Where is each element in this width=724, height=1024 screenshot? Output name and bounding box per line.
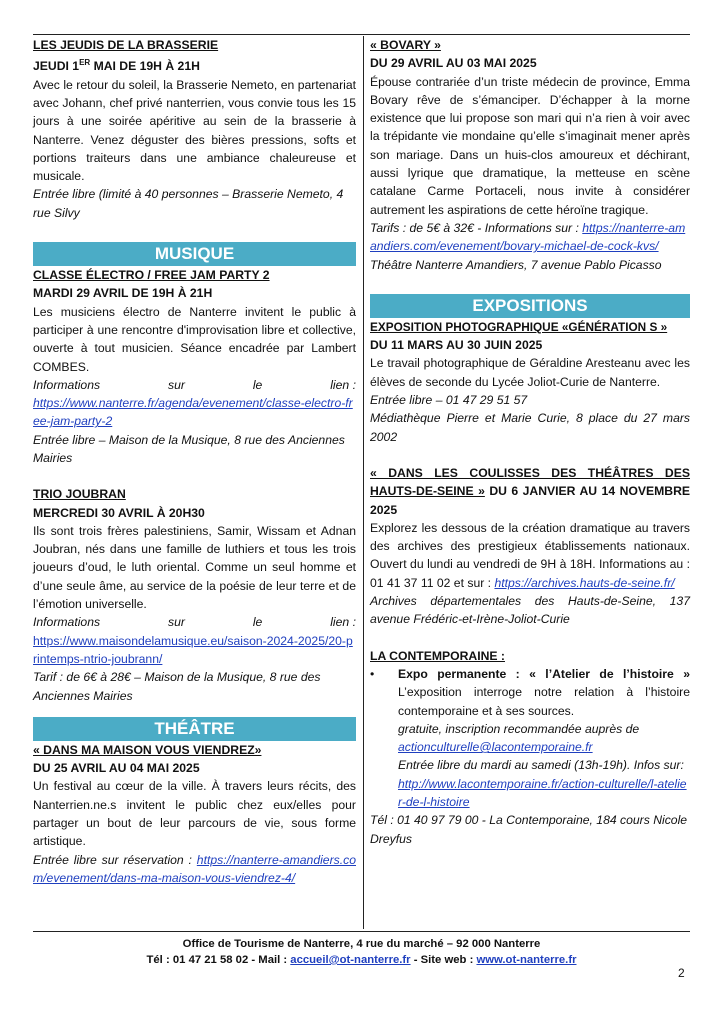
event-title: LES JEUDIS DE LA BRASSERIE: [33, 38, 219, 52]
event-entry: Entrée libre (limité à 40 personnes – Brasserie Nemeto, 4 rue Silvy: [33, 187, 344, 220]
event-link[interactable]: https://nanterre-amandiers.com/evenement/dans-ma-maison-vous-viendrez-4/: [33, 852, 356, 885]
info-word: sur: [167, 615, 185, 630]
event-description: [370, 519, 690, 592]
email-link[interactable]: actionculturelle@lacontemporaine.fr: [398, 740, 593, 755]
event-tarif: Tarif : de 6€ à 28€ – Maison de la Musique, 8 rue des Anciennes Mairies: [33, 670, 321, 703]
column-divider: [363, 36, 364, 929]
event-coulisses: [370, 464, 690, 629]
event-link[interactable]: https://nanterre-amandiers.com/evenement/bovary-michael-de-cock-kvs/: [370, 220, 686, 254]
event-date: MERCREDI 30 AVRIL À 20H30: [33, 505, 205, 520]
event-link[interactable]: http://www.lacontemporaine.fr/action-culturelle/l-atelier-de-l-histoire: [398, 776, 687, 809]
footer-email-link[interactable]: accueil@ot-nanterre.fr: [290, 954, 411, 966]
event-joubran: [33, 485, 356, 705]
expo-label: Expo permanente : « l’Atelier de l’histoire »: [398, 666, 690, 681]
event-description: Avec le retour du soleil, la Brasserie Nemeto, en partenariat avec Johann, chef privé nanterrien, vous convie tous les 15 jours à une soirée apéritive au sein de la brasserie à Nanterre. Venez déguster des bières pressions, softs et portions traiteurs dans une ambiance chaleureuse et musicale.: [33, 77, 356, 184]
event-entry: [33, 851, 356, 888]
section-band-expositions: EXPOSITIONS: [370, 294, 690, 318]
event-description: Ils sont trois frères palestiniens, Samir, Wissam et Adnan Joubran, nés dans une famille de luthiers et tous les trois joueurs d’oud, le luth oriental. Comme un seul homme et d’une seule âme, au service de la poésie de leur terre et de l’émotion universelle.: [33, 523, 356, 612]
event-date: DU 25 AVRIL AU 04 MAI 2025: [33, 761, 200, 776]
event-electro: [33, 266, 356, 467]
expo-description: L’exposition interroge notre relation à l’histoire contemporaine et à ses sources.: [398, 685, 690, 718]
event-date-b: MAI DE 19H À 21H: [90, 59, 200, 74]
left-column: [33, 36, 356, 887]
event-entry: Entrée libre – Maison de la Musique, 8 rue des Anciennes Mairies: [33, 432, 345, 465]
top-rule: [33, 34, 690, 35]
event-link[interactable]: https://www.nanterre.fr/agenda/evenement/classe-electro-free-jam-party-2: [33, 396, 353, 429]
page-number: 2: [678, 966, 685, 980]
event-tarif: [370, 219, 690, 256]
event-info-line: [33, 613, 356, 631]
event-title: TRIO JOUBRAN: [33, 487, 126, 502]
event-place: Médiathèque Pierre et Marie Curie, 8 place du 27 mars 2002: [370, 411, 690, 444]
footer-address: Office de Tourisme de Nanterre, 4 rue du marché – 92 000 Nanterre: [182, 938, 541, 950]
event-info-line: [33, 376, 356, 394]
event-date-sup: ER: [79, 58, 91, 68]
event-title: LA CONTEMPORAINE :: [370, 648, 505, 663]
event-date: MARDI 29 AVRIL DE 19H À 21H: [33, 286, 213, 301]
event-link[interactable]: https://www.maisondelamusique.eu/saison-2024-2025/20-printemps-ntrio-joubrann/: [33, 633, 353, 666]
info-word: le: [252, 615, 263, 630]
bullet-content: [398, 665, 690, 811]
event-date: DU 6 JANVIER AU 14 NOVEMBRE 2025: [370, 484, 691, 517]
event-date-a: JEUDI 1: [33, 59, 80, 74]
footer-web-link[interactable]: www.ot-nanterre.fr: [476, 954, 577, 966]
event-heading: [370, 464, 690, 519]
footer-web-label: - Site web :: [410, 954, 477, 966]
event-maison: [33, 741, 356, 887]
event-tel: Tél : 01 40 97 79 00 - La Contemporaine, 184 cours Nicole Dreyfus: [370, 813, 688, 846]
bullet-icon: •: [370, 666, 375, 681]
event-place: Archives départementales des Hauts-de-Seine, 137 avenue Frédéric-et-Irène-Joliot-Curie: [370, 594, 690, 627]
event-description: Le travail photographique de Géraldine Aresteanu avec les élèves de seconde du Lycée Joliot-Curie de Nanterre.: [370, 356, 690, 389]
event-entry-label: Entrée libre sur réservation :: [33, 852, 197, 867]
footer-tel: Tél : 01 47 21 58 02 - Mail :: [146, 954, 291, 966]
event-description: Les musiciens électro de Nanterre invitent le public à participer à une rencontre d'improvisation libre et collective, ouverte à tout musicien. Séance encadrée par Lambert COMBES.: [33, 304, 356, 374]
event-description: Un festival au cœur de la ville. À travers leurs récits, des Nanterrien.ne.s invitent le public chez eux/elles pour partager un bout de leur parcours de vie, sous forme artistique.: [33, 779, 356, 849]
expo-horaires-text: Entrée libre du mardi au samedi (13h-19h). Infos sur:: [398, 758, 684, 773]
event-place: Théâtre Nanterre Amandiers, 7 avenue Pablo Picasso: [370, 257, 662, 272]
event-title: « DANS LES COULISSES DES THÉÂTRES DES HAUTS-DE-SEINE »: [370, 465, 690, 499]
event-date: DU 11 MARS AU 30 JUIN 2025: [370, 338, 543, 353]
section-band-musique: MUSIQUE: [33, 242, 356, 266]
section-band-theatre: THÉÂTRE: [33, 717, 356, 741]
info-word: Informations: [33, 615, 101, 630]
event-tarif-label: Tarifs : de 5€ à 32€ - Informations sur :: [370, 220, 583, 235]
info-word: le: [252, 377, 263, 392]
info-word: Informations: [33, 377, 101, 392]
event-title: « DANS MA MAISON VOUS VIENDREZ»: [33, 742, 262, 757]
event-brasserie: [33, 36, 356, 222]
event-contemporaine: [370, 647, 690, 848]
footer: [33, 936, 690, 968]
event-entry: Entrée libre – 01 47 29 51 57: [370, 393, 528, 408]
event-description-text: Explorez les dessous de la création dramatique au travers des archives des prestigieux établissements nationaux. Ouvert du lundi au vendredi de 9H à 18H. Informations au : 01 41 37 11 02 et sur :: [370, 520, 690, 590]
info-word: lien :: [330, 377, 356, 392]
event-generation-s: [370, 318, 690, 446]
info-word: lien :: [330, 615, 356, 630]
event-date: DU 29 AVRIL AU 03 MAI 2025: [370, 56, 537, 71]
event-title: CLASSE ÉLECTRO / FREE JAM PARTY 2: [33, 268, 270, 283]
right-column: [370, 36, 690, 848]
event-description: Épouse contrariée d’un triste médecin de province, Emma Bovary rêve de s’émanciper. D’échapper à la morne existence que lui propose son mari qui n’a rien à voir avec la trépidante vie mondaine qu’elle s’imaginait mener après son mariage. Dans un huis-clos amoureux et déchirant, aussi lyrique que dramatique, la metteuse en scène catalane Carme Portaceli, nous invite à considérer autrement les aspirations de cette héroïne tragique.: [370, 74, 690, 217]
footer-rule: [33, 931, 690, 932]
event-date: [33, 54, 356, 75]
expo-gratuite: gratuite, inscription recommandée auprès de: [398, 721, 640, 736]
expo-horaires: [398, 756, 690, 811]
event-bovary: [370, 36, 690, 274]
event-title: « BOVARY »: [370, 38, 441, 52]
event-link[interactable]: https://archives.hauts-de-seine.fr/: [494, 575, 675, 590]
event-title: EXPOSITION PHOTOGRAPHIQUE «GÉNÉRATION S »: [370, 319, 668, 334]
list-item: [370, 665, 690, 811]
footer-contact: [33, 952, 690, 968]
info-word: sur: [167, 377, 185, 392]
